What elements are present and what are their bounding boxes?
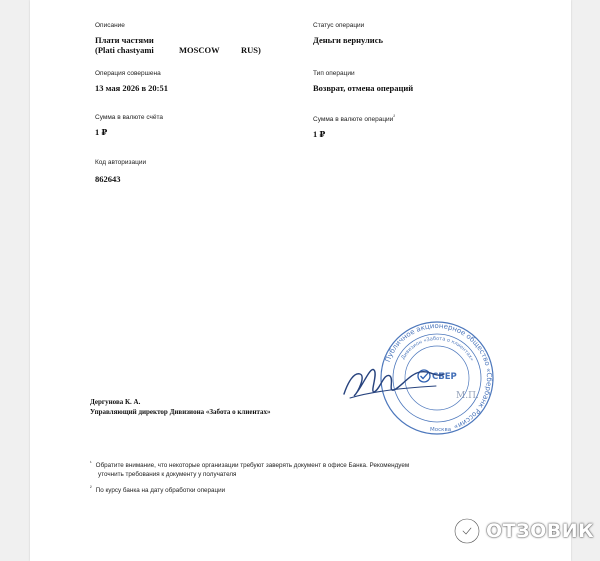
stamp-mp: М.П. bbox=[456, 391, 479, 401]
operation-type-value: Возврат, отмена операций bbox=[313, 83, 414, 93]
description-line2-a: (Plati chastyami bbox=[95, 45, 154, 55]
signer-block bbox=[90, 398, 271, 417]
stamp-ring-text: Публичное акционерное общество «Сбербанк России» bbox=[383, 321, 494, 431]
operation-date-label: Операция совершена bbox=[95, 70, 161, 77]
otzovik-logo-icon bbox=[452, 516, 482, 546]
auth-code-value: 862643 bbox=[95, 174, 121, 184]
description-line2-c: RUS) bbox=[241, 45, 261, 55]
operation-amount-label: Сумма в валюте операции$^{^2}$ bbox=[313, 114, 395, 124]
operation-type-field bbox=[313, 70, 413, 93]
stamp-city: Москва bbox=[430, 427, 452, 433]
footnote-1-mark: ¹ bbox=[90, 460, 92, 466]
stamp-brand: СБЕР bbox=[432, 372, 457, 382]
description-line2-b: MOSCOW bbox=[179, 45, 220, 55]
status-label: Статус операции bbox=[313, 22, 365, 29]
footnote-2-line1: По курсу банка на дату обработки операции bbox=[95, 487, 226, 495]
signer-name: Дергунова К. А. bbox=[90, 398, 141, 406]
account-amount-label: Сумма в валюте счёта bbox=[95, 114, 164, 121]
operation-amount-value: 1 ₽ bbox=[313, 129, 326, 140]
status-value: Деньги вернулись bbox=[313, 35, 383, 45]
auth-code-field bbox=[95, 159, 146, 184]
footnote-1-line2: уточнить требования к документу у получателя bbox=[98, 470, 237, 478]
footnote-1 bbox=[90, 459, 409, 479]
footnote-2 bbox=[90, 484, 225, 496]
account-amount-field bbox=[95, 114, 163, 137]
operation-date-value: 13 мая 2026 в 20:51 bbox=[95, 83, 169, 93]
description-label: Описание bbox=[95, 22, 125, 29]
footnote-2-mark: ² bbox=[90, 485, 92, 491]
signer-position: Управляющий директор Дивизиона «Забота о клиентах» bbox=[90, 407, 271, 416]
operation-amount-field bbox=[313, 114, 395, 139]
description-field bbox=[95, 22, 261, 55]
account-amount-value: 1 ₽ bbox=[95, 127, 108, 137]
otzovik-watermark-text: ОТЗОВИК bbox=[486, 520, 595, 542]
auth-code-label: Код авторизации bbox=[95, 159, 147, 166]
otzovik-watermark bbox=[452, 516, 594, 546]
description-line2 bbox=[95, 45, 261, 55]
status-field bbox=[313, 22, 383, 45]
document-sheet bbox=[30, 0, 571, 561]
operation-amount-footnote-mark: ² bbox=[393, 114, 395, 120]
footnote-1-line1: Обратите внимание, что некоторые организации требуют заверять документ в офисе Банка. Рекомендуем bbox=[95, 462, 410, 470]
operation-type-label: Тип операции bbox=[313, 70, 355, 77]
operation-date-field bbox=[95, 70, 168, 93]
stamp-inner-text: Дивизион «Забота о клиентах» bbox=[400, 335, 475, 363]
description-line1: Плати частями bbox=[95, 35, 154, 45]
signature-image bbox=[340, 352, 460, 412]
